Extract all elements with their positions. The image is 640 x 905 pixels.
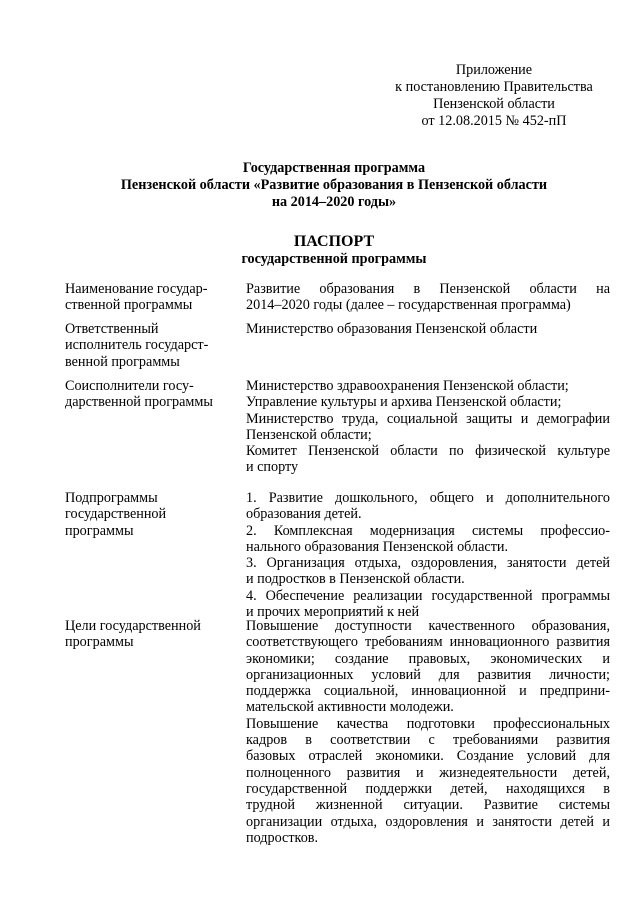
title-line: Государственная программа <box>242 160 426 176</box>
passport-heading: ПАСПОРТ <box>293 233 375 250</box>
passport-heading-block <box>60 232 608 268</box>
row-value-line: базовых отраслей экономики. Создание условий для <box>246 748 610 765</box>
row-label-line: дарственной программы <box>65 394 213 411</box>
row-value-line: Министерство труда, социальной защиты и демографии <box>246 410 610 427</box>
row-label-line: Наименование государ- <box>65 281 208 297</box>
row-value-line: полноценного развития и жизнедеятельности детей, <box>246 764 610 781</box>
annex-line: к постановлению Правительства <box>395 79 593 95</box>
row-value-paragraph <box>246 588 610 621</box>
row-value-line: трудной жизненной ситуации. Развитие системы <box>246 797 610 814</box>
row-value <box>246 281 610 314</box>
row-value-line: Министерство образования Пензенской области <box>246 321 538 337</box>
row-label-line: Ответственный <box>65 321 159 337</box>
row-value-line: мательской активности молодежи. <box>246 699 454 716</box>
row-label-line: Цели государственной <box>65 618 201 634</box>
row-value-paragraph <box>246 555 610 588</box>
annex-block <box>380 62 608 130</box>
title-line: Пензенской области «Развитие образования в Пензенской области <box>120 177 548 193</box>
passport-subheading: государственной программы <box>241 251 427 267</box>
row-value-line: государственной поддержки детей, находящихся в <box>246 780 610 797</box>
row-value-line: 4. Обеспечение реализации государственной программы <box>246 587 610 604</box>
row-value-line: Развитие образования в Пензенской области на <box>246 281 610 297</box>
row-label-line: исполнитель государст- <box>65 337 209 354</box>
document-title <box>60 160 608 211</box>
row-value-line: соответствующего требованиям инновационного развития <box>246 634 610 651</box>
row-value-paragraph <box>246 490 610 523</box>
row-value-paragraph <box>246 281 610 314</box>
row-value-line: и подростков в Пензенской области. <box>246 571 465 588</box>
row-label <box>65 490 237 539</box>
row-value-paragraph <box>246 523 610 556</box>
row-value-line: нального образования Пензенской области. <box>246 538 509 555</box>
row-value-line: организационных условий для развития личности; <box>246 666 610 683</box>
annex-line: Пензенской области <box>433 96 555 112</box>
row-value-line: подростков. <box>246 829 319 846</box>
row-label <box>65 618 237 651</box>
row-label-line: Подпрограммы <box>65 490 158 506</box>
row-label-line: Соисполнители госу- <box>65 378 194 394</box>
row-value-line: Управление культуры и архива Пензенской области; <box>246 394 562 411</box>
row-label-line: венной программы <box>65 353 180 370</box>
row-value-line: Министерство здравоохранения Пензенской области; <box>246 378 569 394</box>
row-label <box>65 281 237 314</box>
row-value-line: 2014–2020 годы (далее – государственная программа) <box>246 297 571 314</box>
row-value-line: Повышение качества подготовки профессиональных <box>246 715 610 732</box>
row-value-paragraph <box>246 394 610 410</box>
row-value-paragraph <box>246 443 610 476</box>
row-value-line: 3. Организация отдыха, оздоровления, занятости детей <box>246 555 610 572</box>
row-value-paragraph <box>246 716 610 846</box>
row-value-line: экономики; создание правовых, экономических и <box>246 650 610 667</box>
annex-line: Приложение <box>455 62 533 78</box>
annex-line: от 12.08.2015 № 452-пП <box>421 113 567 129</box>
row-label-line: программы <box>65 634 134 651</box>
row-label <box>65 321 237 370</box>
row-value-paragraph <box>246 378 610 394</box>
row-value-paragraph <box>246 321 610 337</box>
row-value-line: образования детей. <box>246 506 362 523</box>
row-value-line: Пензенской области; <box>246 426 372 443</box>
row-value-line: Повышение доступности качественного образования, <box>246 618 610 634</box>
row-value-line: 2. Комплексная модернизация системы профессио- <box>246 522 610 539</box>
row-value-line: кадров в соответствии с требованиями развития <box>246 732 610 749</box>
row-value-line: Комитет Пензенской области по физической культуре <box>246 443 610 460</box>
row-value <box>246 618 610 846</box>
row-label-line: государственной <box>65 506 167 523</box>
row-value-line: организации отдыха, оздоровления и занятости детей и <box>246 813 610 830</box>
row-value <box>246 321 610 337</box>
row-label <box>65 378 237 411</box>
row-value-paragraph <box>246 618 610 716</box>
row-value <box>246 378 610 476</box>
row-value-line: поддержка социальной, инновационной и предприни- <box>246 683 610 700</box>
row-label-line: ственной программы <box>65 297 193 314</box>
title-line: на 2014–2020 годы» <box>271 194 397 210</box>
row-value <box>246 490 610 620</box>
row-label-line: программы <box>65 522 134 539</box>
row-value-line: и прочих мероприятий к ней <box>246 604 420 621</box>
row-value-line: и спорту <box>246 459 299 476</box>
row-value-paragraph <box>246 411 610 444</box>
row-value-line: 1. Развитие дошкольного, общего и дополнительного <box>246 490 610 506</box>
